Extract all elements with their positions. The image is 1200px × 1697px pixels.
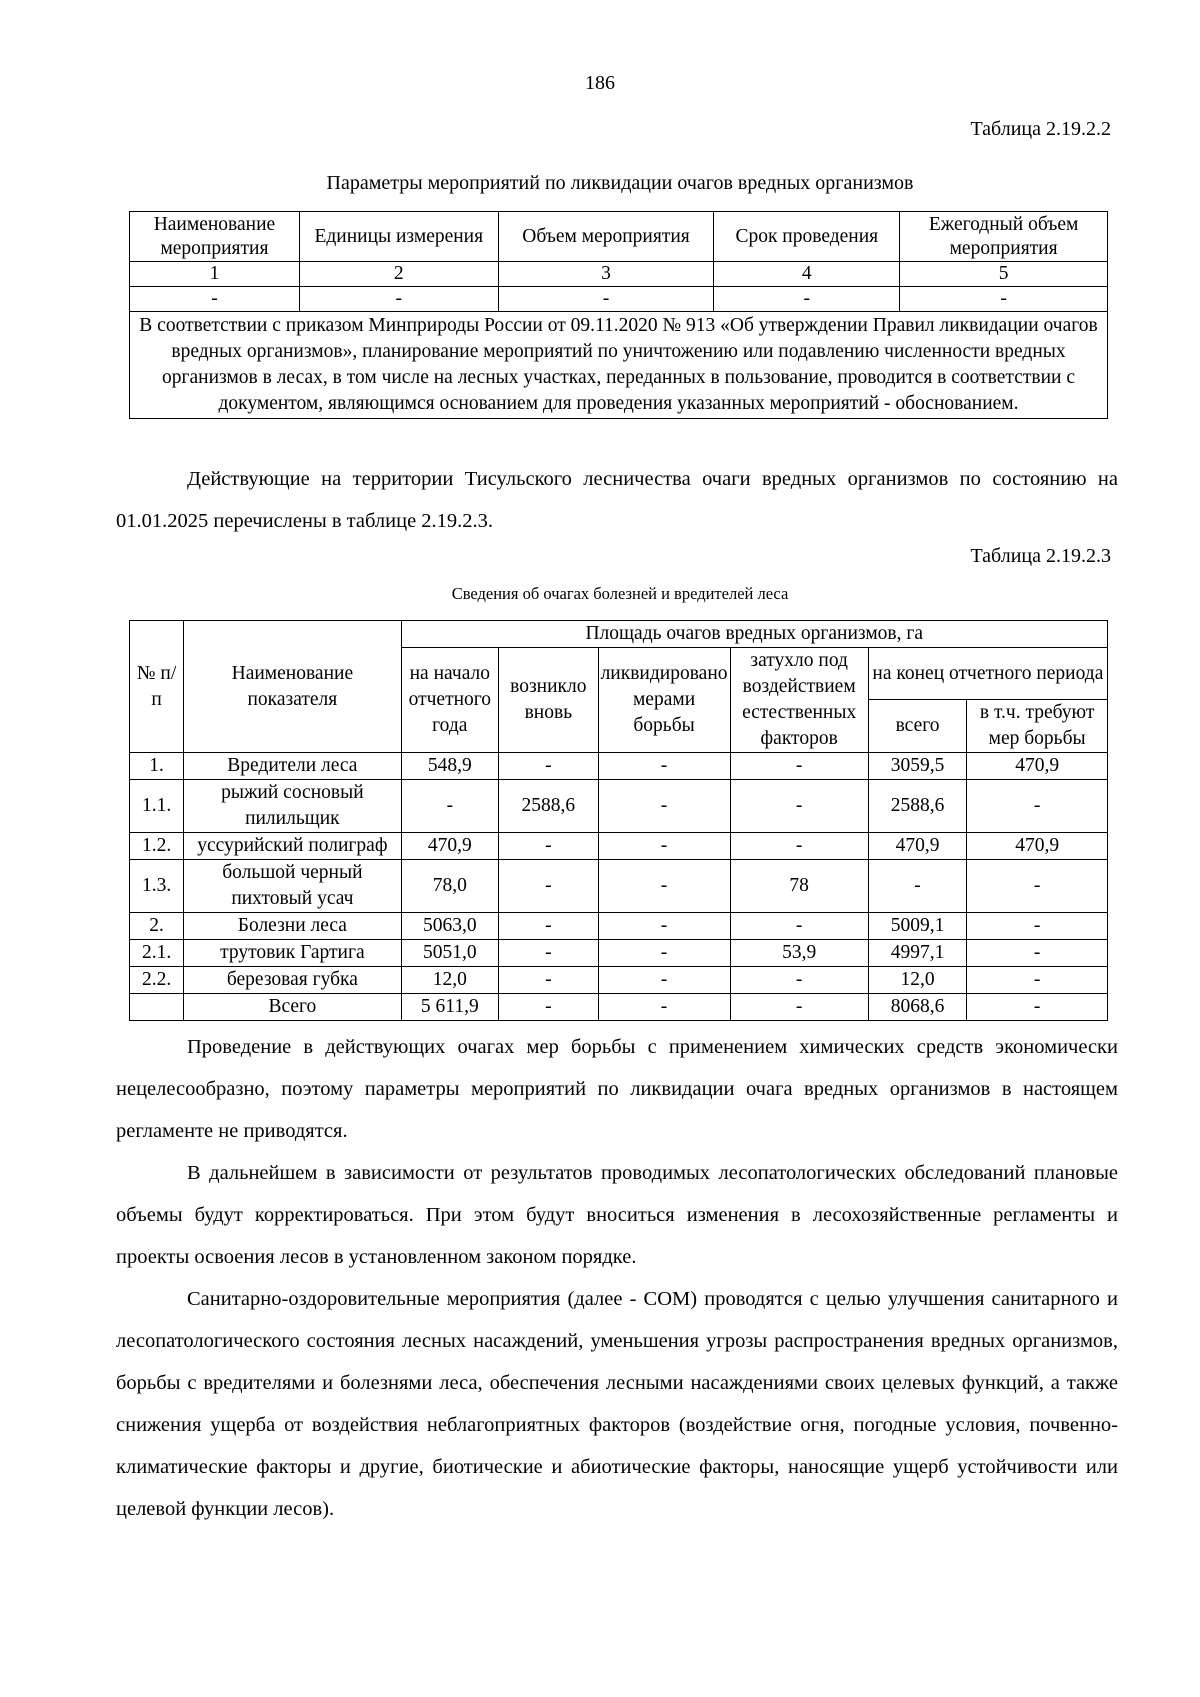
row-num: 2.: [130, 913, 184, 940]
row-need: 470,9: [967, 753, 1108, 780]
table-row: [130, 860, 1108, 913]
row-start: 5 611,9: [401, 994, 499, 1021]
pest-foci-table: [129, 620, 1108, 1021]
header-area: Площадь очагов вредных организмов, га: [401, 621, 1107, 648]
row-num: 1.: [130, 753, 184, 780]
row-total: 3059,5: [868, 753, 966, 780]
row-faded: -: [730, 994, 868, 1021]
table-cell: -: [299, 287, 498, 312]
row-faded: -: [730, 780, 868, 833]
row-total: 8068,6: [868, 994, 966, 1021]
row-start: 5063,0: [401, 913, 499, 940]
table-row: [130, 780, 1108, 833]
row-start: 470,9: [401, 833, 499, 860]
header-liquidated: ликвидировано мерами борьбы: [598, 648, 730, 753]
column-number: 5: [900, 262, 1108, 287]
column-number: 1: [130, 262, 300, 287]
row-total: -: [868, 860, 966, 913]
row-faded: -: [730, 833, 868, 860]
row-start: -: [401, 780, 499, 833]
paragraph-foci-intro: Действующие на территории Тисульского лесничества очаги вредных организмов по состоянию на 01.01.2025 перечислены в таблице 2.19.2.3.: [116, 468, 1118, 532]
table-row: [130, 967, 1108, 994]
row-new: -: [499, 860, 598, 913]
table-2-title: Сведения об очагах болезней и вредителей леса: [451, 584, 789, 603]
header-end: на конец отчетного периода: [868, 648, 1107, 700]
table-row: [130, 753, 1108, 780]
row-need: -: [967, 994, 1108, 1021]
row-need: 470,9: [967, 833, 1108, 860]
row-faded: 78: [730, 860, 868, 913]
row-num: [130, 994, 184, 1021]
row-start: 5051,0: [401, 940, 499, 967]
row-new: -: [499, 833, 598, 860]
column-number: 3: [498, 262, 714, 287]
row-liquidated: -: [598, 860, 730, 913]
row-new: -: [499, 967, 598, 994]
measures-parameters-table: [129, 211, 1108, 419]
row-need: -: [967, 967, 1108, 994]
header-new: возникло вновь: [499, 648, 598, 753]
column-number: 4: [714, 262, 900, 287]
row-start: 548,9: [401, 753, 499, 780]
row-name: большой черный пихтовый усач: [184, 860, 401, 913]
table-note: В соответствии с приказом Минприроды России от 09.11.2020 № 913 «Об утверждении Правил ликвидации очагов вредных организмов», планирование мероприятий по уничтожению или подавлению численности вредных организмов в лесах, в том числе на лесных участках, переданных в пользование, проводится в соответствии с документом, являющимся основанием для проведения указанных мероприятий - обоснованием.: [130, 312, 1108, 419]
row-liquidated: -: [598, 994, 730, 1021]
row-name: уссурийский полиграф: [184, 833, 401, 860]
row-num: 1.2.: [130, 833, 184, 860]
row-total: 12,0: [868, 967, 966, 994]
row-total: 5009,1: [868, 913, 966, 940]
table-total-row: [130, 994, 1108, 1021]
row-start: 12,0: [401, 967, 499, 994]
row-num: 1.3.: [130, 860, 184, 913]
body-text: [116, 1026, 1118, 1530]
table-row: [130, 913, 1108, 940]
row-need: -: [967, 780, 1108, 833]
row-num: 2.1.: [130, 940, 184, 967]
row-num: 2.2.: [130, 967, 184, 994]
header-faded: затухло под воздействием естественных факторов: [730, 648, 868, 753]
row-liquidated: -: [598, 833, 730, 860]
header-start: на начало отчетного года: [401, 648, 499, 753]
column-number: 2: [299, 262, 498, 287]
row-new: -: [499, 940, 598, 967]
row-new: -: [499, 994, 598, 1021]
row-num: 1.1.: [130, 780, 184, 833]
paragraph-chemical-measures: Проведение в действующих очагах мер борьбы с применением химических средств экономически нецелесообразно, поэтому параметры мероприятий по ликвидации очага вредных организмов в настоящем регламенте не приводятся.: [116, 1036, 1118, 1142]
header-total: всего: [868, 700, 966, 753]
row-total: 4997,1: [868, 940, 966, 967]
header-name: Наименование показателя: [184, 621, 401, 753]
table-1-title: Параметры мероприятий по ликвидации очагов вредных организмов: [326, 172, 914, 194]
row-name: Болезни леса: [184, 913, 401, 940]
row-name: березовая губка: [184, 967, 401, 994]
header-need: в т.ч. требуют мер борьбы: [967, 700, 1108, 753]
row-start: 78,0: [401, 860, 499, 913]
row-liquidated: -: [598, 780, 730, 833]
row-liquidated: -: [598, 967, 730, 994]
row-liquidated: -: [598, 940, 730, 967]
table-1-label: Таблица 2.19.2.2: [970, 118, 1111, 140]
header-cell: Объем мероприятия: [498, 212, 714, 262]
row-need: -: [967, 860, 1108, 913]
row-new: -: [499, 913, 598, 940]
row-name: трутовик Гартига: [184, 940, 401, 967]
paragraph-future-adjustments: В дальнейшем в зависимости от результатов проводимых лесопатологических обследований плановые объемы будут корректироваться. При этом будут вноситься изменения в лесохозяйственные регламенты и проекты освоения лесов в установленном законом порядке.: [116, 1162, 1118, 1268]
table-cell: -: [714, 287, 900, 312]
row-name: Вредители леса: [184, 753, 401, 780]
table-cell: -: [498, 287, 714, 312]
header-cell: Единицы измерения: [299, 212, 498, 262]
row-faded: -: [730, 967, 868, 994]
header-cell: Срок проведения: [714, 212, 900, 262]
table-2-label: Таблица 2.19.2.3: [970, 545, 1111, 567]
row-total: 470,9: [868, 833, 966, 860]
row-liquidated: -: [598, 753, 730, 780]
row-new: 2588,6: [499, 780, 598, 833]
row-faded: -: [730, 753, 868, 780]
table-cell: -: [130, 287, 300, 312]
page-number: 186: [585, 72, 615, 94]
row-need: -: [967, 913, 1108, 940]
row-total: 2588,6: [868, 780, 966, 833]
header-cell: Наименование мероприятия: [130, 212, 300, 262]
header-num: № п/п: [130, 621, 184, 753]
table-row: [130, 833, 1108, 860]
paragraph-sanitary-measures: Санитарно-оздоровительные мероприятия (далее - СОМ) проводятся с целью улучшения санитарного и лесопатологического состояния лесных насаждений, уменьшения угрозы распространения вредных организмов, борьбы с вредителями и болезнями леса, обеспечения лесными насаждениями своих целевых функций, а также снижения ущерба от воздействия неблагоприятных факторов (воздействие огня, погодные условия, почвенно-климатические факторы и другие, биотические и абиотические факторы, наносящие ущерб устойчивости или целевой функции лесов).: [116, 1288, 1118, 1520]
row-need: -: [967, 940, 1108, 967]
table-row: [130, 940, 1108, 967]
table-cell: -: [900, 287, 1108, 312]
row-new: -: [499, 753, 598, 780]
row-faded: 53,9: [730, 940, 868, 967]
row-name: рыжий сосновый пилильщик: [184, 780, 401, 833]
row-faded: -: [730, 913, 868, 940]
row-name: Всего: [184, 994, 401, 1021]
header-cell: Ежегодный объем мероприятия: [900, 212, 1108, 262]
row-liquidated: -: [598, 913, 730, 940]
